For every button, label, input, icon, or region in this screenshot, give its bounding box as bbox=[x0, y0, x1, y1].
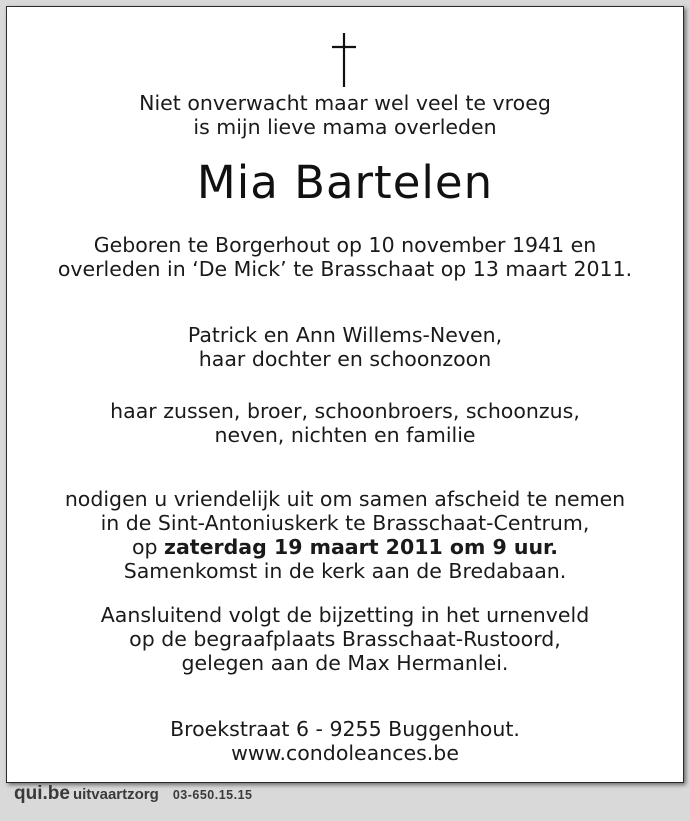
intro-line-2: is mijn lieve mama overleden bbox=[193, 115, 497, 139]
family-primary-line-1: Patrick en Ann Willems-Neven, bbox=[187, 323, 503, 347]
brand-logo: qui.be bbox=[14, 783, 70, 804]
death-line: overleden in ‘De Mick’ te Brasschaat op 13 maart 2011. bbox=[57, 257, 633, 281]
obituary-card bbox=[6, 6, 684, 783]
invitation-date: zaterdag 19 maart 2011 om 9 uur. bbox=[164, 535, 559, 559]
burial-line-3: gelegen aan de Max Hermanlei. bbox=[181, 651, 509, 675]
invitation-date-prefix: op bbox=[131, 535, 165, 559]
cross-icon bbox=[327, 31, 361, 89]
invitation-line-3 bbox=[7, 535, 683, 559]
birth-line: Geboren te Borgerhout op 10 november 1941 en bbox=[93, 233, 597, 257]
phone-number: 03-650.15.15 bbox=[172, 788, 253, 802]
burial-line-2: op de begraafplaats Brasschaat-Rustoord, bbox=[129, 627, 561, 651]
address: Broekstraat 6 - 9255 Buggenhout. bbox=[170, 717, 520, 741]
invitation-line-4: Samenkomst in de kerk aan de Bredabaan. bbox=[123, 559, 567, 583]
intro-line-1: Niet onverwacht maar wel veel te vroeg bbox=[139, 91, 551, 115]
family-primary-line-2: haar dochter en schoonzoon bbox=[198, 347, 492, 371]
burial-line-1: Aansluitend volgt de bijzetting in het urnenveld bbox=[100, 603, 590, 627]
family-other-line-1: haar zussen, broer, schoonbroers, schoonzus, bbox=[110, 399, 580, 423]
brand-suffix: uitvaartzorg bbox=[72, 786, 159, 803]
deceased-name: Mia Bartelen bbox=[196, 156, 494, 209]
footer bbox=[14, 783, 253, 813]
family-other-line-2: neven, nichten en familie bbox=[214, 423, 476, 447]
invitation-line-2: in de Sint-Antoniuskerk te Brasschaat-Centrum, bbox=[100, 511, 590, 535]
invitation-line-1: nodigen u vriendelijk uit om samen afscheid te nemen bbox=[64, 487, 626, 511]
website-link[interactable]: www.condoleances.be bbox=[231, 741, 459, 765]
